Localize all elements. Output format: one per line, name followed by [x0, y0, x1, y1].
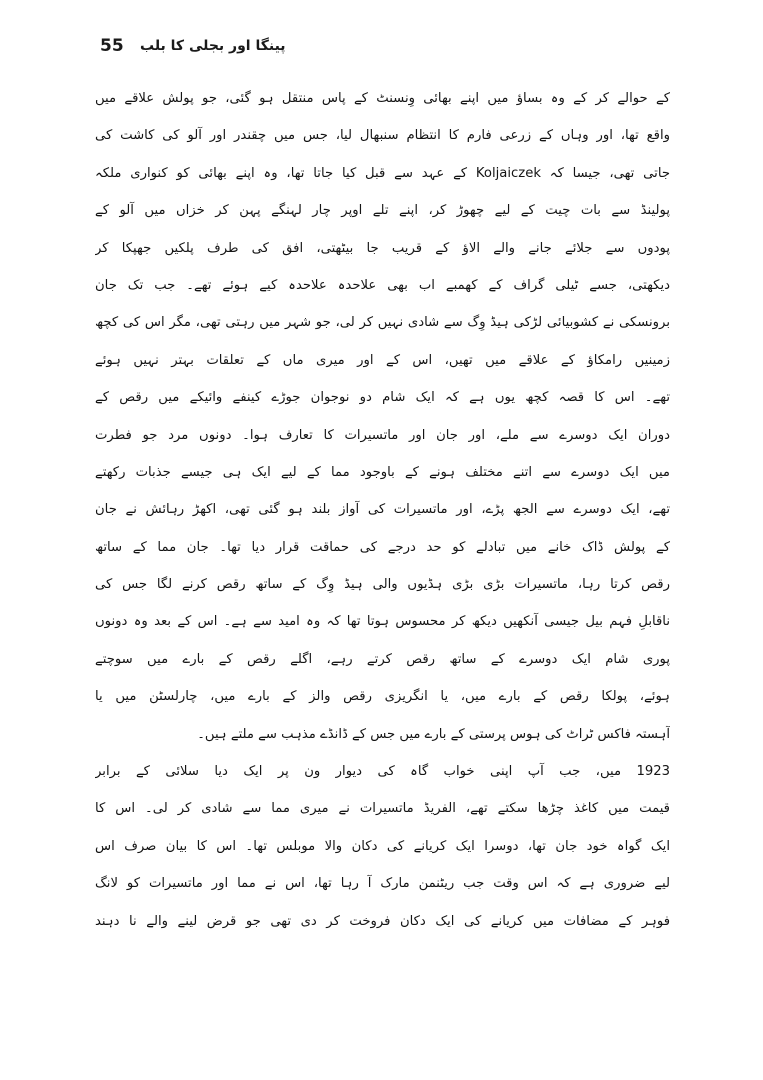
text-line-paragraph-end: آہستہ فاکس ٹراٹ کی ہوس پرستی کے بارے میں جس کے ڈانڈے مذہب سے ملتے ہیں۔: [197, 726, 670, 742]
page-header: [100, 36, 660, 64]
text-line: تھے، ایک دوسرے سے الجھ پڑے، اور ماتسیرات کی آواز بلند ہو گئی تھی، اکھڑ رہائش نے جان: [95, 502, 670, 518]
text-line: لیے ضروری ہے کہ اس وقت جب ریٹنمن مارک آ رہا تھا، اس نے مما اور ماتسیرات کو لانگ: [95, 876, 670, 892]
text-line: پوری شام ایک دوسرے کے ساتھ رقص کرتے رہے، اگلے رقص کے بارے میں سوچتے: [95, 651, 670, 667]
text-line: 1923 میں، جب آپ اپنی خواب گاہ کی دیوار ون پر ایک دیا سلائی کے برابر: [95, 764, 670, 780]
text-line: قیمت میں کاغذ چڑھا سکتے تھے، الفریڈ ماتسیرات نے میری مما سے شادی کر لی۔ اس کا: [95, 801, 670, 817]
text-line: برونسکی نے کشوبیائی لڑکی ہیڈ وِگ سے شادی نہیں کر لی، جو شہر میں رہتی تھی، مگر اس کی کچھ: [95, 315, 670, 331]
text-line: ایک گواہ خود جان تھا، دوسرا ایک کریانے کی دکان والا موبلس تھا۔ اس کا بیان صرف اس: [95, 838, 670, 854]
text-line: زمینیں رامکاؤ کے علاقے میں تھیں، اس کے اور میری ماں کے تعلقات بہتر نہیں ہوئے: [95, 352, 670, 368]
page-number: 55: [100, 36, 124, 56]
text-line: دوران ایک دوسرے سے ملے، اور جان اور ماتسیرات کا تعارف ہوا۔ دونوں مرد جو فطرت: [95, 427, 670, 443]
text-line: کے حوالے کر کے وہ بساؤ میں اپنے بھائی وِنسنٹ کے پاس منتقل ہو گئی، جو پولش علاقے میں: [95, 91, 670, 106]
running-title: پینگا اور بجلی کا بلب: [140, 38, 286, 54]
text-line: جاتی تھی، جیسا کہ Koljaiczek کے عہد سے قبل کیا جاتا تھا، وہ اپنے بھائی کو کنواری ملکہ: [95, 165, 670, 181]
body-text: [95, 80, 670, 940]
text-line: تھے۔ اس کا قصہ کچھ یوں ہے کہ ایک شام دو نوجوان جوڑے کینفے وائیکے میں رقص کے: [95, 390, 670, 406]
text-line: پولینڈ سے بات چیت کے لیے چھوڑ کر، اپنے تلے اوپر چار لہنگے پہن کر خزاں میں آلو کے: [95, 203, 670, 219]
text-line: رقص کرتا رہا، ماتسیرات بڑی بڑی ہڈیوں والی ہیڈ وِگ کے ساتھ رقص کرنے لگا جس کی: [95, 577, 670, 593]
text-line: دیکھتی، جسے ٹیلی گراف کے کھمبے اب بھی علاحدہ علاحدہ کیے ہوئے تھے۔ جب تک جان: [95, 277, 670, 293]
text-line: کے پولش ڈاک خانے میں تبادلے کو حد درجے کی حماقت قرار دیا تھا۔ جان مما کے ساتھ: [95, 539, 670, 555]
text-line: فوہر کے مضافات میں کریانے کی ایک دکان فروخت کر دی تھی جو قرض لینے والے نا دہند: [95, 913, 670, 929]
text-line: واقع تھا، اور وہاں کے زرعی فارم کا انتظام سنبھال لیا، جس میں چقندر اور آلو کی کاشت کی: [95, 128, 670, 144]
text-line: پودوں سے جلائے جانے والے الاؤ کے قریب جا بیٹھتی، افق کی طرف پلکیں جھپکا کر: [95, 240, 670, 256]
text-line: ہوئے، پولکا رقص کے بارے میں، یا انگریزی رقص والز کے بارے میں، چارلسٹن میں یا: [95, 689, 670, 705]
text-line: ناقابلِ فہم بیل جیسی آنکھیں دیکھ کر محسوس ہوتا تھا کہ وہ امید سے ہے۔ اس کے بعد وہ دونوں: [95, 614, 670, 630]
text-line: میں ایک دوسرے سے اتنے مختلف ہونے کے باوجود مما کے لیے ایک ہی جیسے جذبات رکھتے: [95, 464, 670, 480]
